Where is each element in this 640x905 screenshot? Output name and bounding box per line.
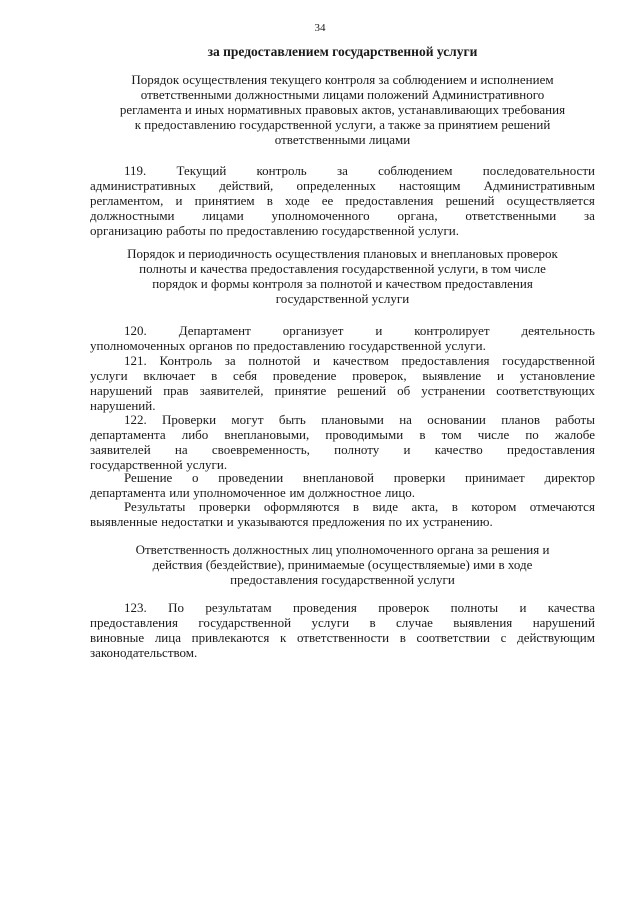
word: законодательством. [90,645,198,660]
paragraph-121 [90,353,595,413]
heading-line: государственной услуги [275,291,410,306]
word: и [519,600,527,615]
word: административных [90,178,196,193]
word: соответствующих [496,383,595,398]
word: контролирует [414,323,490,338]
word: ее [321,193,334,208]
word: Решение [124,470,173,485]
word: проведении [218,470,284,485]
word: за [336,163,348,178]
word: 121. [124,353,147,368]
heading-line: порядок и формы контроля за полнотой и качеством предоставления [152,276,533,291]
word: уполномоченного [271,208,370,223]
word: Проверки [162,412,217,427]
paragraph-line [90,470,595,485]
heading-line: Порядок осуществления текущего контроля за соблюдением и исполнением [131,72,554,87]
word: быть [278,412,306,427]
word: по [236,338,250,353]
word: и [175,193,183,208]
word: их [405,514,420,529]
word: планов [501,412,540,427]
word: органов [188,338,233,353]
word: в [399,630,406,645]
word: виде [372,499,399,514]
word: либо [181,427,209,442]
paragraph-line [90,163,595,178]
word: 119. [124,163,147,178]
word: выявленные [90,514,158,529]
word: проверки [198,499,251,514]
word: 120. [124,323,147,338]
word: предоставления [90,615,178,630]
word: департамента [90,485,166,500]
word: проверки [393,470,446,485]
word: работы [166,223,206,238]
word: и [403,442,411,457]
paragraph-line [90,383,595,398]
word: деятельность [521,323,595,338]
word: государственной [198,615,292,630]
word: органа, [397,208,438,223]
word: в [369,615,376,630]
word: действующим [517,630,595,645]
word: лицо. [384,485,416,500]
word: основании [427,412,486,427]
word: внеплановыми, [224,427,310,442]
word: директор [544,470,595,485]
word: прав [163,383,189,398]
word: Департамент [178,323,251,338]
word: за [224,353,236,368]
heading-line: регламента и иных нормативных правовых актов, устанавливающих требования [119,102,566,117]
word: по [525,427,539,442]
paragraph-line [90,412,595,427]
word: по [388,514,403,529]
word: включает [143,368,196,383]
paragraph-line [90,514,595,529]
word: предоставления [401,353,490,368]
word: недостатки [161,514,224,529]
word: устранению. [422,514,493,529]
paragraph-122 [90,412,595,472]
paragraph-line [90,223,595,238]
word: проведения [292,600,357,615]
word: в [419,427,426,442]
word: указываются [237,514,309,529]
word: нарушений [532,615,595,630]
word: том [441,427,462,442]
word: о [192,470,199,485]
word: в [266,193,273,208]
word: оформляются [263,499,340,514]
word: предоставлению [253,338,346,353]
word: услуги. [418,223,459,238]
section-heading-responsibility [90,542,595,587]
paragraph-line [90,338,595,353]
heading-line: предоставления государственной услуги [230,572,455,587]
word: жалобе [554,427,595,442]
paragraph-line [90,442,595,457]
word: установление [519,368,595,383]
word: государственной [90,457,183,472]
word: на [399,412,412,427]
word: полноты [450,600,499,615]
paragraph-line [90,499,595,514]
word: предложения [312,514,385,529]
word: По [168,600,184,615]
word: заявителей, [199,383,264,398]
paragraph-119 [90,163,595,238]
word: государственной [502,353,595,368]
word: и [313,353,321,368]
word: контроль [256,163,307,178]
word: настоящим [399,178,461,193]
word: проведение [272,368,337,383]
word: проверок, [352,368,407,383]
word: котором [471,499,517,514]
word: нарушений [90,383,153,398]
word: к [279,630,287,645]
paragraph-line [90,630,595,645]
word: Контроль [159,353,213,368]
word: заявителей [90,442,151,457]
word: соответствии [416,630,490,645]
word: или [169,485,190,500]
section-heading-current-control [90,72,595,147]
paragraph-line [90,178,595,193]
paragraph-line [90,427,595,442]
word: Административным [483,178,595,193]
word: и [226,514,234,529]
word: департамента [90,427,166,442]
word: могут [231,412,264,427]
word: нарушений. [90,398,156,413]
word: должностными [90,208,175,223]
word: предоставления [345,193,434,208]
word: принимает [465,470,525,485]
heading-line: ответственными лицами [274,132,411,147]
word: виновные [90,630,145,645]
word: полноту [334,442,380,457]
word: предоставления [506,442,595,457]
word: себя [233,368,257,383]
word: Результаты [124,499,186,514]
word: качество [434,442,483,457]
word: ответственности [296,630,390,645]
paragraph-line [90,353,595,368]
word: организует [282,323,344,338]
word: регламентом, [90,193,164,208]
word: результатам [205,600,272,615]
word: с [500,630,507,645]
word: решений [445,193,495,208]
paragraph-results [90,499,595,529]
word: услуги [90,368,128,383]
word: в [211,368,218,383]
word: об [397,383,411,398]
paragraph-line [90,645,595,660]
word: принятие [274,383,327,398]
word: должностное [308,485,382,500]
word: услуги. [186,457,228,472]
heading-line: к предоставлению государственной услуги, а также за принятием решений [134,117,551,132]
word: осуществляется [506,193,595,208]
paragraph-line [90,600,595,615]
word: своевременность, [211,442,310,457]
paragraph-decision [90,470,595,500]
word: числе [477,427,510,442]
word: качества [547,600,595,615]
heading-line: Ответственность должностных лиц уполномоченного органа за решения и [135,542,550,557]
word: уполномоченных [90,338,186,353]
word: лица [154,630,181,645]
word: предоставлению [226,223,319,238]
word: работы [555,412,595,427]
word: и [496,368,504,383]
word: уполномоченное [193,485,286,500]
word: устранении [421,383,486,398]
word: по [209,223,223,238]
paragraph-line [90,398,595,413]
word: решений [337,383,387,398]
word: за [584,208,595,223]
word: ответственными [465,208,557,223]
paragraph-line [90,485,595,500]
word: и [375,323,383,338]
word: услуги. [445,338,486,353]
word: на [174,442,188,457]
word: лицами [202,208,244,223]
paragraph-line [90,368,595,383]
paragraph-line [90,323,595,338]
heading-line: Порядок и периодичность осуществления плановых и внеплановых проверок [127,246,558,261]
word: 123. [124,600,147,615]
word: Текущий [176,163,227,178]
word: проводимыми [325,427,404,442]
word: им [289,485,305,500]
page-title: за предоставлением государственной услуги [207,44,478,59]
word: отмечаются [529,499,595,514]
word: привлекаются [191,630,270,645]
word: акта, [411,499,439,514]
heading-line: ответственными должностными лицами положений Административного [140,87,545,102]
word: в [451,499,458,514]
paragraph-line [90,615,595,630]
word: плановыми [321,412,384,427]
word: проверок [378,600,430,615]
page-number: 34 [314,22,326,34]
word: полнотой [248,353,301,368]
paragraph-120 [90,323,595,353]
paragraph-line [90,193,595,208]
word: действий, [219,178,274,193]
word: ходе [285,193,310,208]
word: соблюдением [378,163,453,178]
word: организацию [90,223,163,238]
word: государственной [321,223,415,238]
word: выявления [453,615,513,630]
paragraph-line [90,208,595,223]
word: государственной [348,338,442,353]
word: 122. [124,412,147,427]
word: услуги [311,615,350,630]
word: последовательности [482,163,595,178]
word: определенных [296,178,376,193]
paragraph-123 [90,600,595,660]
heading-line: действия (бездействие), принимаемые (осуществляемые) ими в ходе [152,557,533,572]
word: выявление [422,368,482,383]
word: принятием [194,193,255,208]
section-heading-inspections [90,246,595,306]
heading-line: полноты и качества предоставления государственной услуги, в том числе [139,261,546,276]
word: качеством [332,353,389,368]
word: в [352,499,360,514]
word: случае [396,615,433,630]
word: внеплановой [302,470,374,485]
